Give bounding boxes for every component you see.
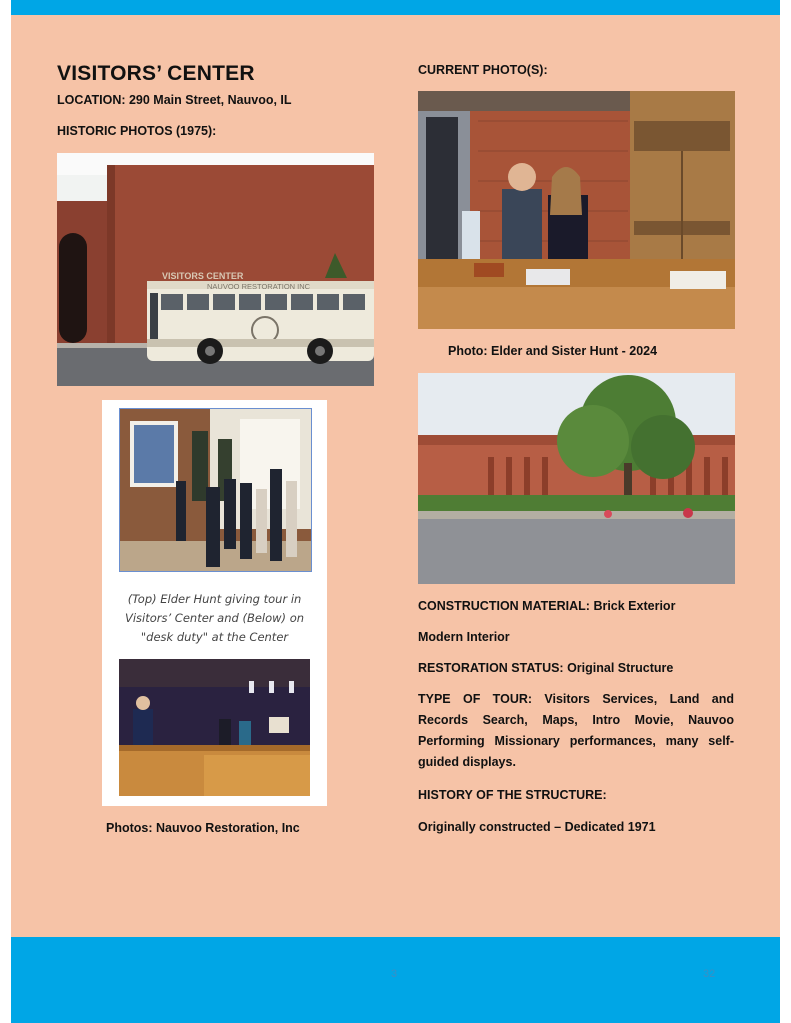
page [11,0,780,1023]
construction-material: CONSTRUCTION MATERIAL: Brick Exterior [418,599,676,613]
current-photos-heading: CURRENT PHOTO(S): [418,63,548,77]
desk-duty-photo [119,659,310,796]
historic-bus-photo [57,153,374,386]
restoration-status: RESTORATION STATUS: Original Structure [418,661,674,675]
bus-sign-text: NAUVOO RESTORATION INC [207,282,311,291]
interior-description: Modern Interior [418,630,510,644]
building-sign-text: VISITORS CENTER [162,271,244,281]
page-number-left: 3 [391,968,398,980]
historic-photo-credit: Photos: Nauvoo Restoration, Inc [106,821,300,835]
bottom-banner [11,937,780,1023]
current-photo-credit: Photo: Elder and Sister Hunt - 2024 [448,344,658,358]
page-title: VISITORS’ CENTER [57,62,255,85]
history-text: Originally constructed – Dedicated 1971 [418,820,656,834]
collage-caption [102,590,327,647]
collage-caption-line: "desk duty" at the Center [140,630,289,644]
tour-type: TYPE OF TOUR: Visitors Services, Land and Records Search, Maps, Intro Movie, Nauvoo Performing Missionary performances, many self-guided displays. [418,692,734,769]
tour-interior-photo [119,408,312,572]
historic-collage [102,400,327,806]
history-heading: HISTORY OF THE STRUCTURE: [418,788,607,802]
location-text: LOCATION: 290 Main Street, Nauvoo, IL [57,93,292,107]
collage-caption-line: (Top) Elder Hunt giving tour in [127,592,302,606]
collage-caption-line: Visitors’ Center and (Below) on [124,611,305,625]
top-banner [11,0,780,15]
current-desk-photo [418,91,735,329]
historic-photos-heading: HISTORIC PHOTOS (1975): [57,124,217,138]
page-number-right: 32 [703,968,716,980]
current-exterior-photo [418,373,735,584]
